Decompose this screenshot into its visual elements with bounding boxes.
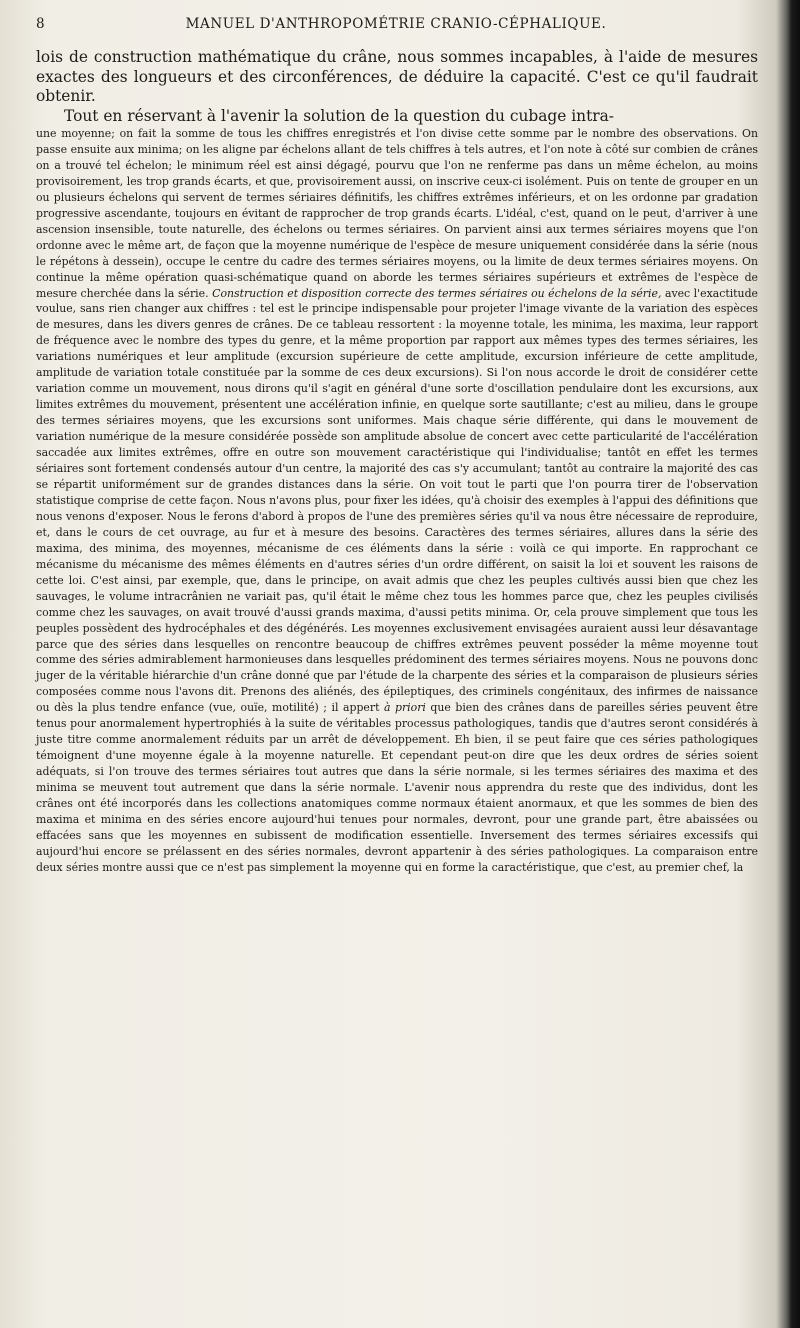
small-paragraph: [36, 126, 758, 876]
text-run: une moyenne; on fait la somme de tous les chiffres enregistrés et l'on divise cette somme par le nombre des observations. On passe ensuite aux minima; on les aligne par échelons allant de tels chiffres à tels autres, et l'on note à côté sur combien de crânes on a trouvé tel échelon; le minimum réel est ainsi dégagé, pourvu que l'on ne renferme pas dans un même échelon, au moins provisoirement, les trop grands écarts, et que, provisoirement aussi, on inscrive ceux-ci isolément. Puis on tente de grouper en un ou plusieurs échelons qui servent de termes sériaires définitifs, les chiffres extrêmes inférieurs, et on les ordonne par gradation progressive ascendante, toujours en évitant de rapprocher de trop grands écarts. L'idéal, c'est, quand on le peut, d'arriver à une ascension insensible, toute naturelle, des échelons ou termes sériaires. On parvient ainsi aux termes sériaires moyens que l'on ordonne avec le même art, de façon que la moyenne numérique de l'espèce de mesure uniquement considérée dans la série (nous le répétons à dessein), occupe le centre du cadre des termes sériaires moyens, ou la limite de deux termes sériaires moyens. On continue la même opération quasi-schématique quand on aborde les termes sériaires supérieurs et extrêmes de l'espèce de mesure cherchée dans la série.: [36, 127, 758, 300]
text-run: avec l'exactitude voulue, sans rien changer aux chiffres : tel est le principe indispensable pour projeter l'image vivante de la variation des espèces de mesures, dans les divers genres de crânes. De ce tableau ressortent : la moyenne totale, les minima, les maxima, leur rapport de fréquence avec le nombre des types du genre, et la même proportion par rapport aux mêmes types des termes sériaires, les variations numériques et leur amplitude (excursion supérieure de cette amplitude, excursion inférieure de cette amplitude, amplitude de variation totale constituée par la somme de ces deux excursions). Si l'on nous accorde le droit de considérer cette variation comme un mouvement, nous dirons qu'il s'agit en général d'une sorte d'oscillation pendulaire dont les excursions, aux limites extrêmes du mouvement, présentent une accélération infinie, en quelque sorte sautillante; c'est au milieu, dans le groupe des termes sériaires moyens, que les excursions sont uniformes. Mais chaque série différente, qui dans le mouvement de variation numérique de la mesure considérée possède son amplitude absolue de concert avec cette particularité de l'accélération saccadée aux limites extrêmes, offre en outre son mouvement caractéristique qui l'individualise; tantôt en effet les termes sériaires sont fortement condensés autour d'un centre, la majorité des cas s'y accumulant; tantôt au contraire la majorité des cas se répartit uniformément sur de grandes distances dans la série. On voit tout le parti que l'on pourra tirer de l'observation statistique comprise de cette façon. Nous n'avons plus, pour fixer les idées, qu'à choisir des exemples à l'appui des définitions que nous venons d'exposer. Nous le ferons d'abord à propos de l'une des premières séries qu'il va nous être nécessaire de reproduire, et, dans le cours de cet ouvrage, au fur et à mesure des besoins. Caractères des termes sériaires, allures dans la série des maxima, des minima, des moyennes, mécanisme de ces éléments dans la série : voilà ce qui importe. En rapprochant ce mécanisme du mécanisme des mêmes éléments en d'autres séries d'un ordre différent, on saisit la loi et souvent les raisons de cette loi. C'est ainsi, par exemple, que, dans le principe, on avait admis que chez les peuples cultivés aussi bien que chez les sauvages, le volume intracrânien ne variait pas, qu'il était le même chez tous les hommes parce que, chez les peuples civilisés comme chez les sauvages, on avait trouvé d'aussi grands maxima, d'aussi petits minima. Or, cela prouve simplement que tous les peuples possèdent des hydrocéphales et des dégénérés. Les moyennes exclusivement envisagées auraient aussi leur désavantage parce que des séries dans lesquelles on rencontre beaucoup de chiffres extrêmes peuvent posséder la même moyenne tout comme des séries admirablement harmonieuses dans lesquelles prédominent des termes sériaires moyens. Nous ne pouvons donc juger de la véritable hiérarchie d'un crâne donné que par l'étude de la charpente des séries et la comparaison de plusieurs séries composées comme nous l'avons dit. Prenons des aliénés, des épileptiques, des criminels congénitaux, des infirmes de naissance ou dès la plus tendre enfance (vue, ouïe, motilité) ; il appert: [36, 286, 759, 715]
italic-run: à priori: [383, 701, 426, 715]
small-print-text: [36, 126, 758, 876]
text-run: que bien des crânes dans de pareilles séries peuvent être tenus pour anormalement hypertrophiés à la suite de véritables processus pathologiques, tandis que d'autres seront considérés à juste titre comme anormalement réduits par un arrêt de développement. Eh bien, il se peut faire que ces séries pathologiques témoignent d'une moyenne égale à la moyenne naturelle. Et cependant peut-on dire que les deux ordres de séries soient adéquats, si l'on trouve des termes sériaires tout autres que dans la série normale, si les termes sériaires des maxima et des minima se meuvent tout autrement que dans la série normale. L'avenir nous apprendra du reste que des individus, dont les crânes ont été incorporés dans les collections anatomiques comme normaux étaient anormaux, et que les sommes de bien des maxima et minima en des séries encore aujourd'hui tenues pour normales, devront, pour une grande part, être abaissées ou effacées sans que les moyennes en subissent de modification essentielle. Inversement des termes sériaires excessifs qui aujourd'hui encore se prélassent en des séries normales, devront appartenir à des séries pathologiques. La comparaison entre deux séries montre aussi que ce n'est pas simplement la moyenne qui en forme la caractéristique, que c'est, au premier chef, la: [36, 701, 758, 874]
book-edge-shadow: [786, 0, 800, 1328]
italic-run: Construction et disposition correcte des termes sériaires ou échelons de la série,: [212, 286, 662, 300]
main-text: [36, 48, 758, 126]
paragraph-start: Tout en réservant à l'avenir la solution de la question du cubage intra-: [64, 106, 614, 125]
page-number: 8: [36, 16, 46, 32]
page-header: [36, 10, 756, 40]
running-title: MANUEL D'ANTHROPOMÉTRIE CRANIO-CÉPHALIQUE.: [185, 16, 607, 32]
paragraph-continued: lois de construction mathématique du crâne, nous sommes incapables, à l'aide de mesures exactes des longueurs et des circonférences, de déduire la capacité. C'est ce qu'il faudrait obtenir.: [36, 48, 758, 105]
